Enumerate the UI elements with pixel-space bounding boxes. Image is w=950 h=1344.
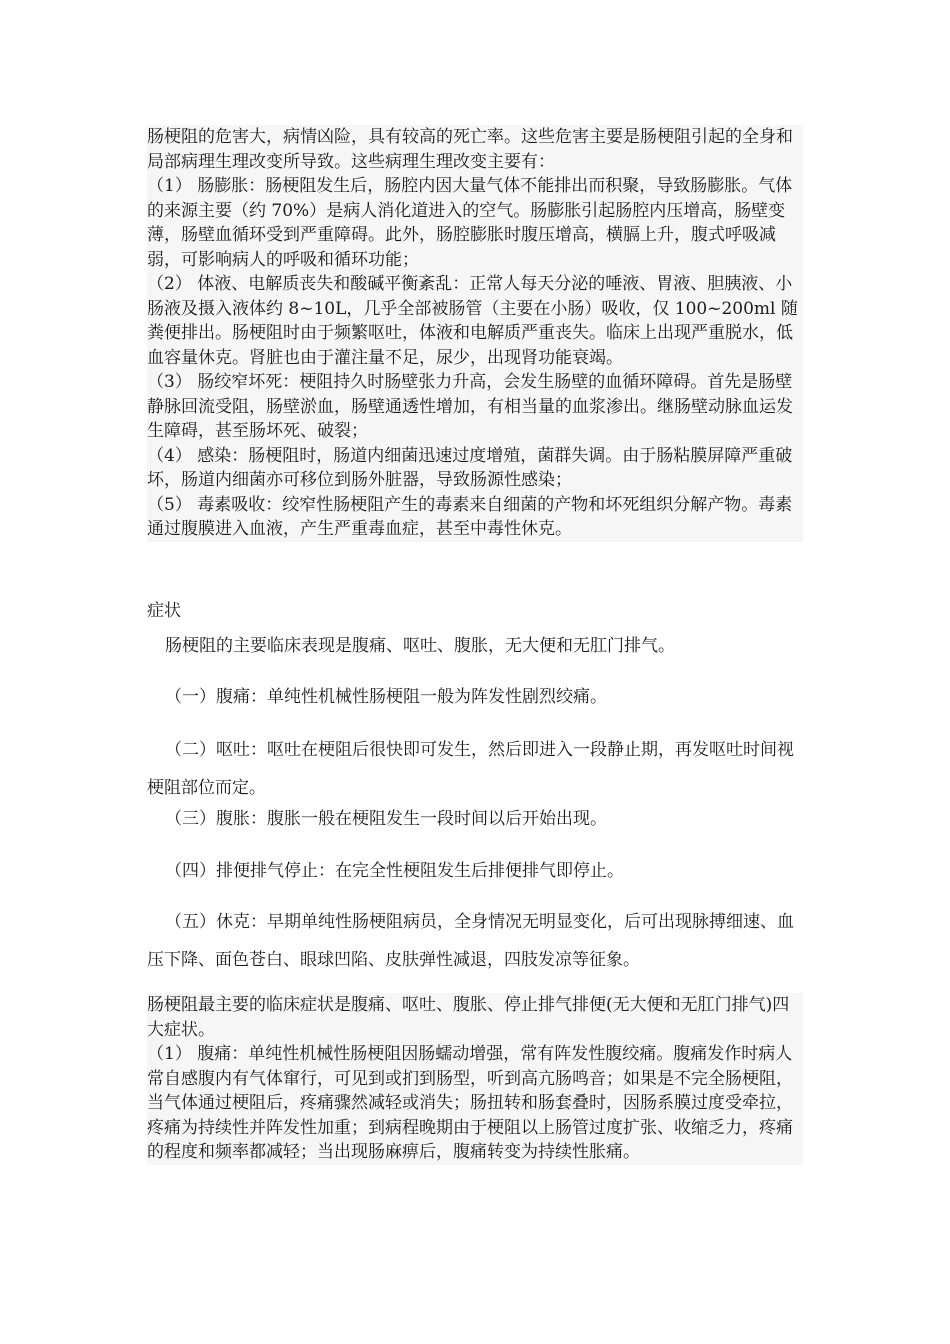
symptom-item	[165, 800, 825, 838]
paragraph: （五）休克：早期单纯性肠梗阻病员，全身情况无明显变化，后可出现脉搏细速、血压下降、面色苍白、眼球凹陷、皮肤弹性减退，四肢发凉等征象。	[147, 912, 794, 970]
symptom-item	[165, 678, 825, 716]
paragraph: （二）呕吐：呕吐在梗阻后很快即可发生，然后即进入一段静止期，再发呕吐时间视梗阻部位而定。	[147, 740, 794, 798]
paragraph: 肠梗阻最主要的临床症状是腹痛、呕吐、腹胀、停止排气排便(无大便和无肛门排气)四大症状。	[147, 995, 790, 1040]
pathophysiology-section	[147, 125, 803, 542]
paragraph: （1） 肠膨胀：肠梗阻发生后，肠腔内因大量气体不能排出而积聚，导致肠膨胀。气体的来源主要（约 70%）是病人消化道进入的空气。肠膨胀引起肠腔内压增高，肠壁变薄，肠壁血循环受到严重障碍。此外，肠腔膨胀时腹压增高，横膈上升，腹式呼吸减弱，可影响病人的呼吸和循环功能；	[147, 176, 793, 270]
paragraph: （3） 肠绞窄坏死：梗阻持久时肠壁张力升高，会发生肠壁的血循环障碍。首先是肠壁静脉回流受阻，肠壁淤血，肠壁通透性增加，有相当量的血浆渗出。继肠壁动脉血运发生障碍，甚至肠坏死、破裂；	[147, 372, 793, 441]
paragraph: 肠梗阻的主要临床表现是腹痛、呕吐、腹胀，无大便和无肛门排气。	[165, 636, 675, 656]
symptom-item	[165, 852, 825, 890]
paragraph: （三）腹胀：腹胀一般在梗阻发生一段时间以后开始出现。	[165, 809, 607, 829]
paragraph: （1） 腹痛：单纯性机械性肠梗阻因肠蠕动增强，常有阵发性腹绞痛。腹痛发作时病人常自感腹内有气体窜行，可见到或扪到肠型，听到高亢肠鸣音；如果是不完全肠梗阻，当气体通过梗阻后，疼痛骤然减轻或消失；肠扭转和肠套叠时，因肠系膜过度受牵拉，疼痛为持续性并阵发性加重；到病程晚期由于梗阻以上肠管过度扩张、收缩乏力，疼痛的程度和频率都减轻；当出现肠麻痹后，腹痛转变为持续性胀痛。	[147, 1044, 793, 1162]
symptoms-intro	[165, 627, 825, 665]
paragraph: （2） 体液、电解质丧失和酸碱平衡紊乱：正常人每天分泌的唾液、胃液、胆胰液、小肠液及摄入液体约 8~10L，几乎全部被肠管（主要在小肠）吸收，仅 100~200ml 随粪便排出。肠梗阻时由于频繁呕吐，体液和电解质严重丧失。临床上出现严重脱水，低血容量休克。肾脏也由于灌注量不足，尿少，出现肾功能衰竭。	[147, 274, 798, 368]
paragraph: （四）排便排气停止：在完全性梗阻发生后排便排气即停止。	[165, 861, 624, 881]
symptom-item	[147, 731, 807, 807]
paragraph: （5） 毒素吸收：绞窄性肠梗阻产生的毒素来自细菌的产物和坏死组织分解产物。毒素通过腹膜进入血液，产生严重毒血症，甚至中毒性休克。	[147, 494, 793, 539]
paragraph: （4） 感染：肠梗阻时，肠道内细菌迅速过度增殖，菌群失调。由于肠粘膜屏障严重破坏，肠道内细菌亦可移位到肠外脏器，导致肠源性感染；	[147, 445, 793, 490]
symptom-item	[147, 903, 807, 979]
main-symptoms-section	[147, 993, 803, 1165]
section-heading: 症状	[147, 601, 181, 621]
paragraph: （一）腹痛：单纯性机械性肠梗阻一般为阵发性剧烈绞痛。	[165, 687, 607, 707]
paragraph: 肠梗阻的危害大，病情凶险，具有较高的死亡率。这些危害主要是肠梗阻引起的全身和局部病理生理改变所导致。这些病理生理改变主要有：	[147, 127, 793, 172]
